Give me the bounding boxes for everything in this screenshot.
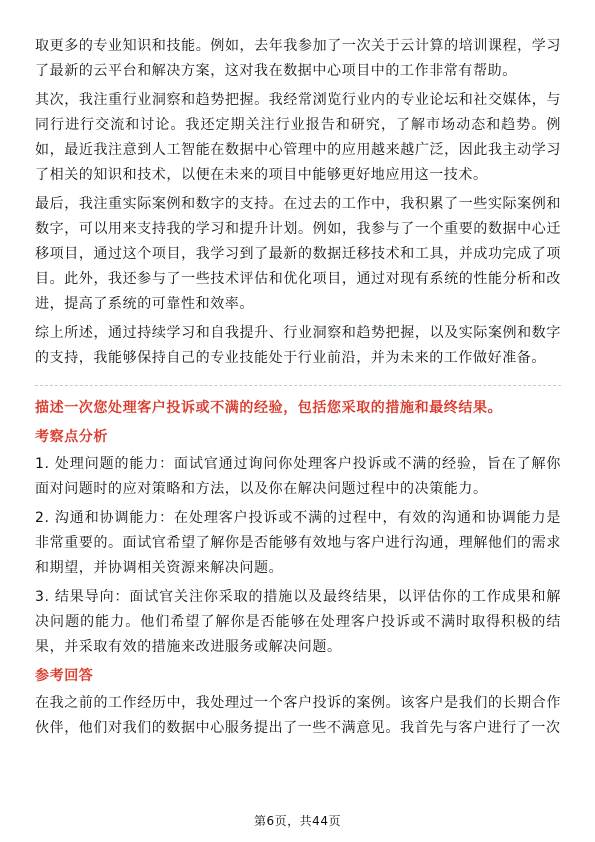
section-divider	[35, 385, 561, 386]
paragraph-summary: 综上所述，通过持续学习和自我提升、行业洞察和趋势把握，以及实际案例和数字的支持，我能够保持自己的专业技能处于行业前沿，并为未来的工作做好准备。	[35, 325, 561, 366]
page-number: 第6页，共44页	[254, 814, 341, 828]
answer-title: 参考回答	[35, 668, 94, 684]
document-body	[35, 34, 561, 745]
paragraph-industry-insight: 其次，我注重行业洞察和趋势把握。我经常浏览行业内的专业论坛和社交媒体，与同行进行交流和讨论。我还定期关注行业报告和研究，了解市场动态和趋势。例如，最近我注意到人工智能在数据中心管理中的应用越来越广泛，因此我主动学习了相关的知识和技术，以便在未来的项目中能够更好地应用这一技术。	[35, 92, 561, 183]
analysis-item: 3. 结果导向：面试官关注你采取的措施以及最终结果，以评估你的工作成果和解决问题的能力。他们希望了解你是否能够在处理客户投诉或不满时取得积极的结果，并采取有效的措施来改进服务或解决问题。	[35, 589, 561, 655]
paragraph-case-support: 最后，我注重实际案例和数字的支持。在过去的工作中，我积累了一些实际案例和数字，可以用来支持我的学习和提升计划。例如，我参与了一个重要的数据中心迁移项目，通过这个项目，我学习到了最新的数据迁移技术和工具，并成功完成了项目。此外，我还参与了一些技术评估和优化项目，通过对现有系统的性能分析和改进，提高了系统的可靠性和效率。	[35, 196, 561, 312]
paragraph-continuation: 取更多的专业知识和技能。例如，去年我参加了一次关于云计算的培训课程，学习了最新的云平台和解决方案，这对我在数据中心项目中的工作非常有帮助。	[35, 38, 561, 79]
analysis-item: 1. 处理问题的能力：面试官通过询问你处理客户投诉或不满的经验，旨在了解你面对问题时的应对策略和方法，以及你在解决问题过程中的决策能力。	[35, 456, 561, 497]
analysis-title: 考察点分析	[35, 429, 108, 445]
answer-paragraph: 在我之前的工作经历中，我处理过一个客户投诉的案例。该客户是我们的长期合作伙伴，他们对我们的数据中心服务提出了一些不满意见。我首先与客户进行了一次	[35, 695, 561, 736]
question-heading: 描述一次您处理客户投诉或不满的经验，包括您采取的措施和最终结果。	[35, 400, 503, 416]
analysis-item: 2. 沟通和协调能力：在处理客户投诉或不满的过程中，有效的沟通和协调能力是非常重要的。面试官希望了解你是否能够有效地与客户进行沟通，理解他们的需求和期望，并协调相关资源来解决问题。	[35, 510, 561, 576]
